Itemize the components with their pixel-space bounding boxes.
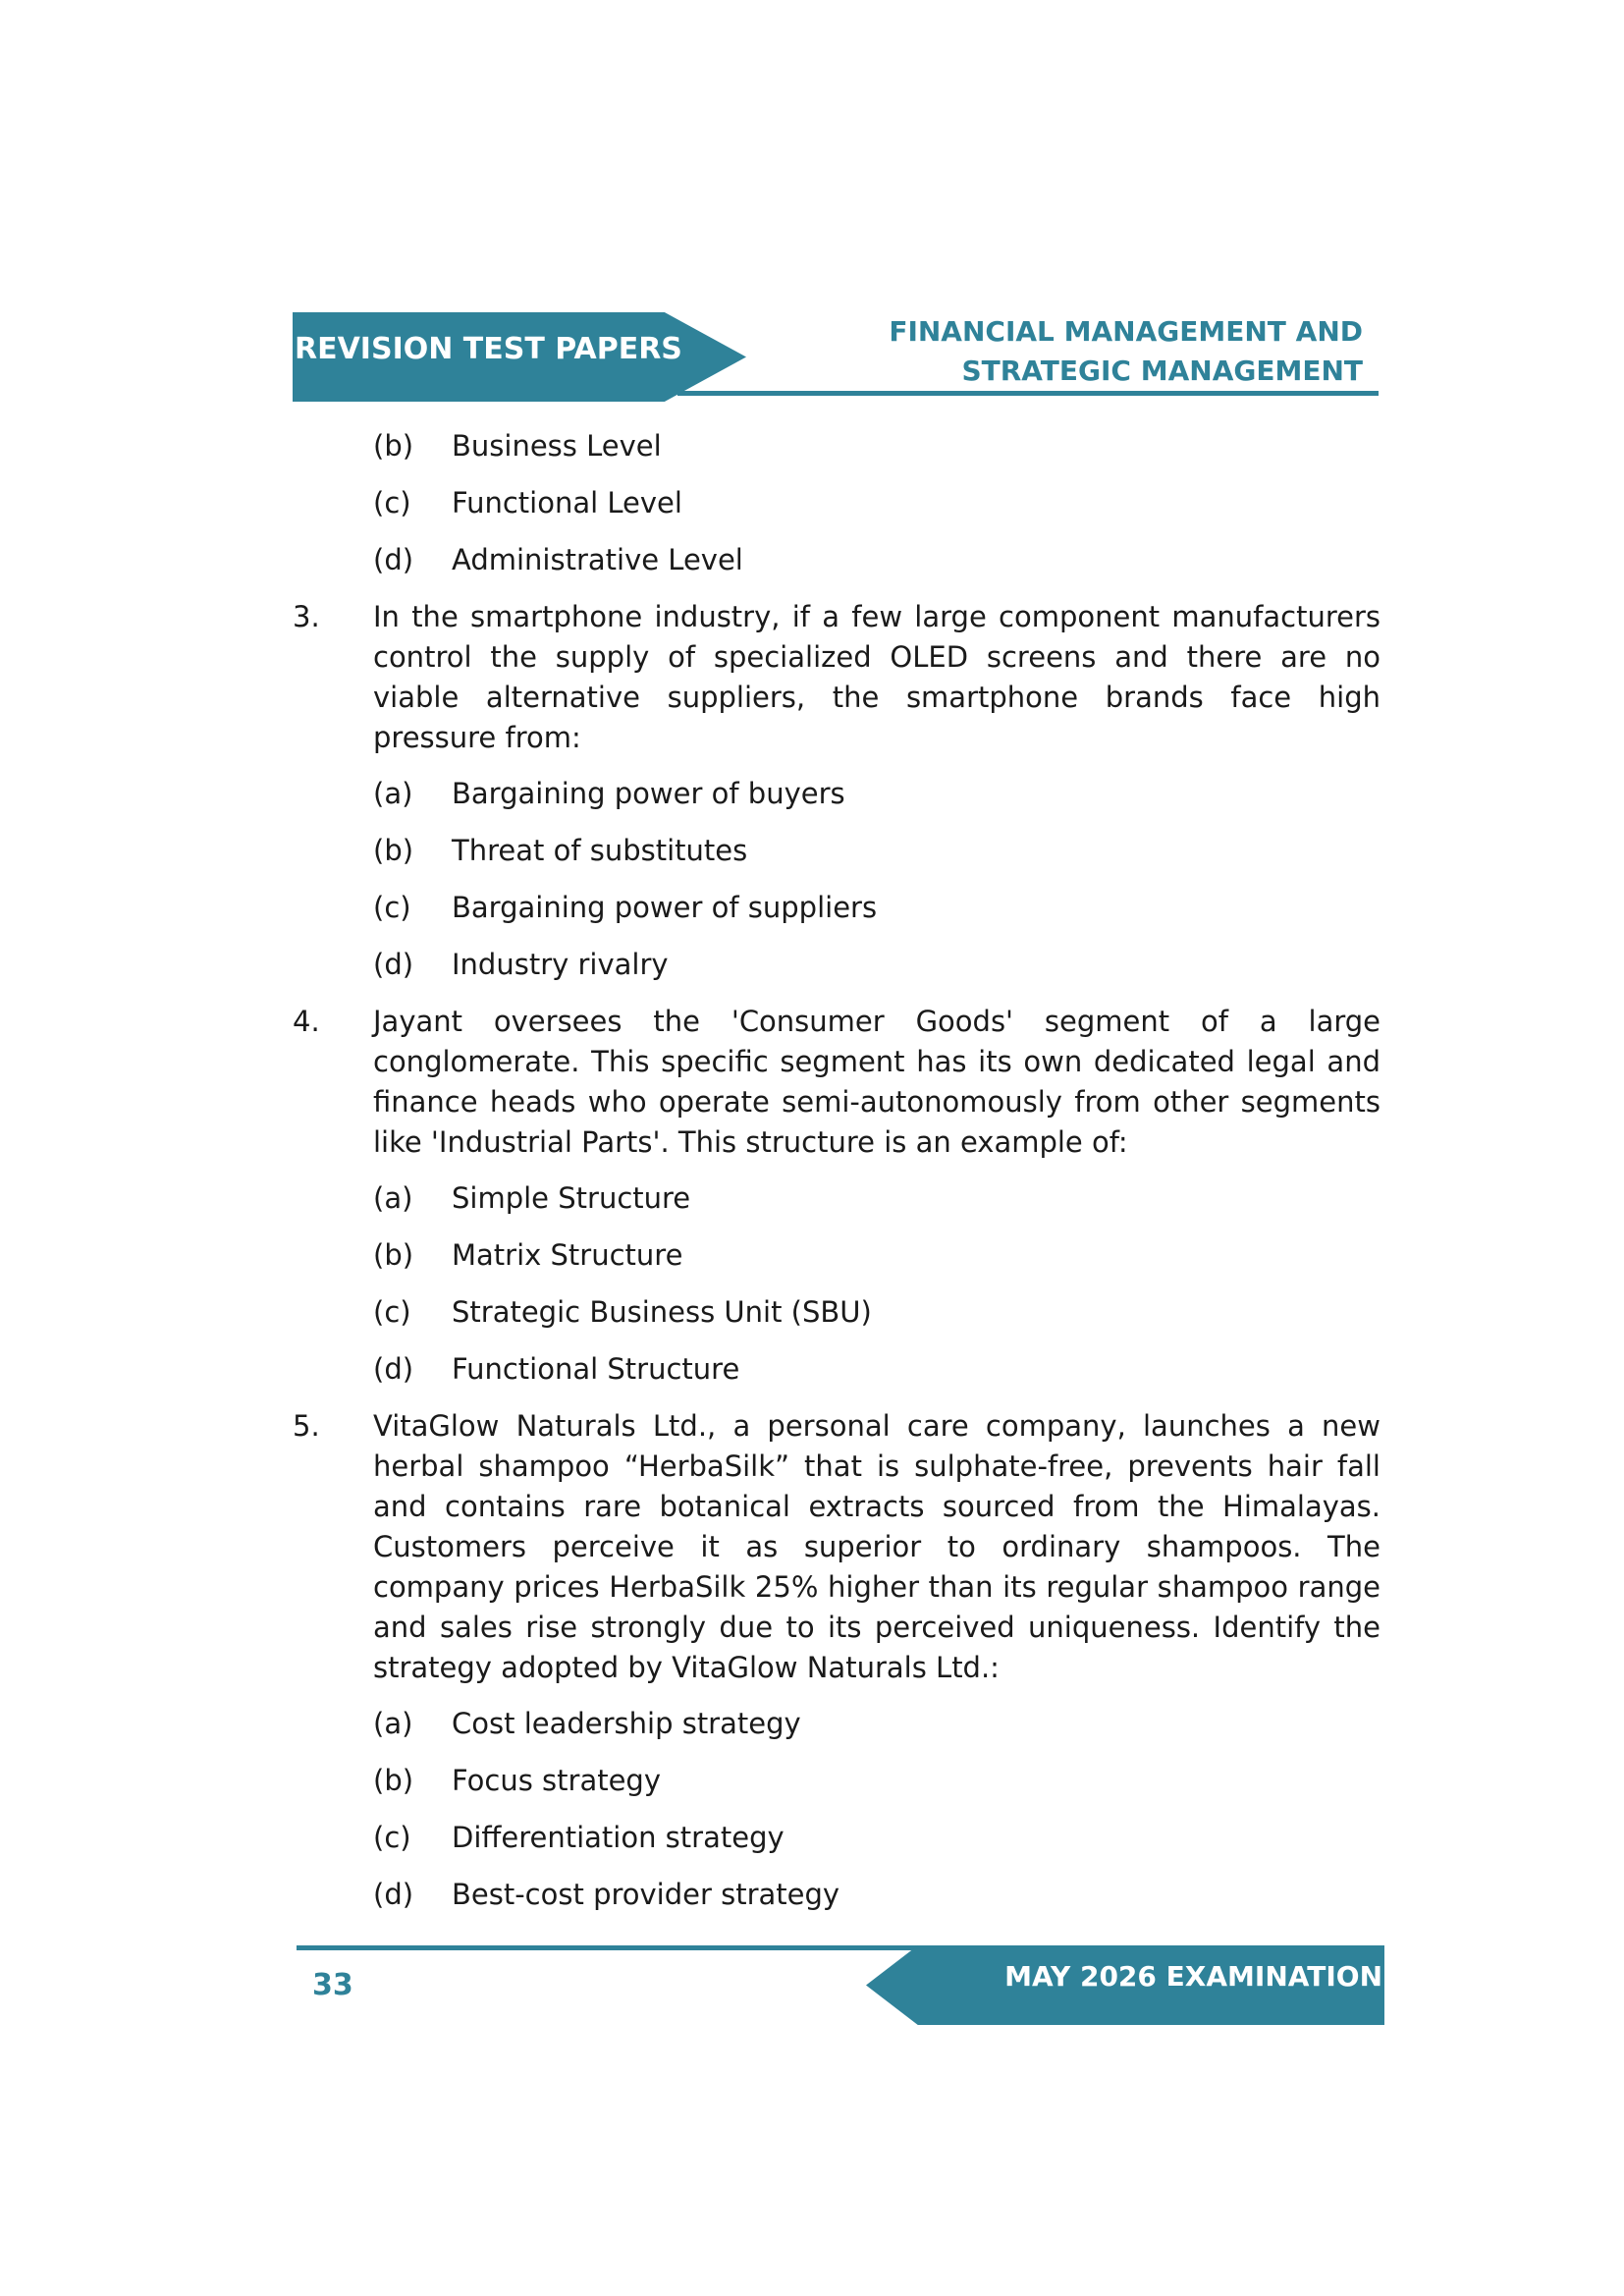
option-item (293, 1761, 1380, 1801)
option-text: Functional Structure (452, 1352, 740, 1386)
option-text: Strategic Business Unit (SBU) (452, 1295, 872, 1329)
option-item (293, 831, 1380, 871)
option-item (293, 1349, 1380, 1390)
option-text: Simple Structure (452, 1181, 691, 1215)
footer-divider (297, 1945, 945, 1950)
question (293, 1002, 1380, 1163)
option-label: (d) (373, 1352, 414, 1386)
question-text: Jayant oversees the 'Consumer Goods' segment of a large conglomerate. This specific segment has its own dedicated legal and finance heads who operate semi-autonomously from other segments like 'Industrial Parts'. This structure is an example of: (373, 1005, 1380, 1159)
option-text: Focus strategy (452, 1764, 661, 1797)
option-text: Functional Level (452, 486, 682, 519)
option-text: Bargaining power of suppliers (452, 891, 878, 924)
question (293, 597, 1380, 758)
option-text: Best-cost provider strategy (452, 1878, 840, 1911)
header-divider (677, 391, 1379, 396)
option-label: (d) (373, 1878, 414, 1911)
page-number: 33 (312, 1968, 353, 2002)
question-number: 3. (293, 600, 320, 633)
header-banner-label: REVISION TEST PAPERS (295, 332, 682, 366)
option-item (293, 1178, 1380, 1219)
question-text: In the smartphone industry, if a few large component manufacturers control the supply of specialized OLED screens and there are no viable alternative suppliers, the smartphone brands face high pressure from: (373, 600, 1380, 754)
question-block (293, 597, 1380, 985)
page-content (293, 426, 1380, 1932)
option-text: Bargaining power of buyers (452, 777, 845, 810)
option-label: (b) (373, 429, 414, 463)
exam-label: MAY 2026 EXAMINATION (1004, 1960, 1382, 1993)
option-item (293, 1875, 1380, 1915)
option-item (293, 1818, 1380, 1858)
option-item (293, 774, 1380, 814)
option-label: (a) (373, 777, 413, 810)
option-item (293, 540, 1380, 580)
question-number: 5. (293, 1409, 320, 1443)
carryover-options (293, 426, 1380, 580)
subject-title-line1: FINANCIAL MANAGEMENT AND (889, 315, 1363, 348)
option-text: Matrix Structure (452, 1238, 683, 1272)
option-item (293, 483, 1380, 523)
option-text: Administrative Level (452, 543, 743, 576)
question-number: 4. (293, 1005, 320, 1038)
option-label: (b) (373, 834, 414, 867)
option-item (293, 888, 1380, 928)
option-label: (c) (373, 891, 411, 924)
option-text: Threat of substitutes (452, 834, 748, 867)
option-item (293, 1292, 1380, 1333)
option-label: (c) (373, 1295, 411, 1329)
option-label: (d) (373, 948, 414, 981)
question-block (293, 1002, 1380, 1390)
subject-title (889, 312, 1363, 391)
option-text: Business Level (452, 429, 662, 463)
option-item (293, 426, 1380, 466)
option-text: Industry rivalry (452, 948, 669, 981)
option-text: Cost leadership strategy (452, 1707, 801, 1740)
option-label: (b) (373, 1238, 414, 1272)
option-item (293, 1704, 1380, 1744)
option-label: (c) (373, 1821, 411, 1854)
option-label: (d) (373, 543, 414, 576)
option-label: (a) (373, 1181, 413, 1215)
option-text: Differentiation strategy (452, 1821, 785, 1854)
question-block (293, 1406, 1380, 1915)
question-text: VitaGlow Naturals Ltd., a personal care company, launches a new herbal shampoo “HerbaSilk” that is sulphate-free, prevents hair fall and contains rare botanical extracts sourced from the Himalayas. Customers perceive it as superior to ordinary shampoos. The company prices HerbaSilk 25% higher than its regular shampoo range and sales rise strongly due to its perceived uniqueness. Identify the strategy adopted by VitaGlow Naturals Ltd.: (373, 1409, 1380, 1684)
subject-title-line2: STRATEGIC MANAGEMENT (961, 355, 1363, 387)
option-item (293, 945, 1380, 985)
option-item (293, 1235, 1380, 1276)
question (293, 1406, 1380, 1688)
option-label: (c) (373, 486, 411, 519)
option-label: (a) (373, 1707, 413, 1740)
option-label: (b) (373, 1764, 414, 1797)
